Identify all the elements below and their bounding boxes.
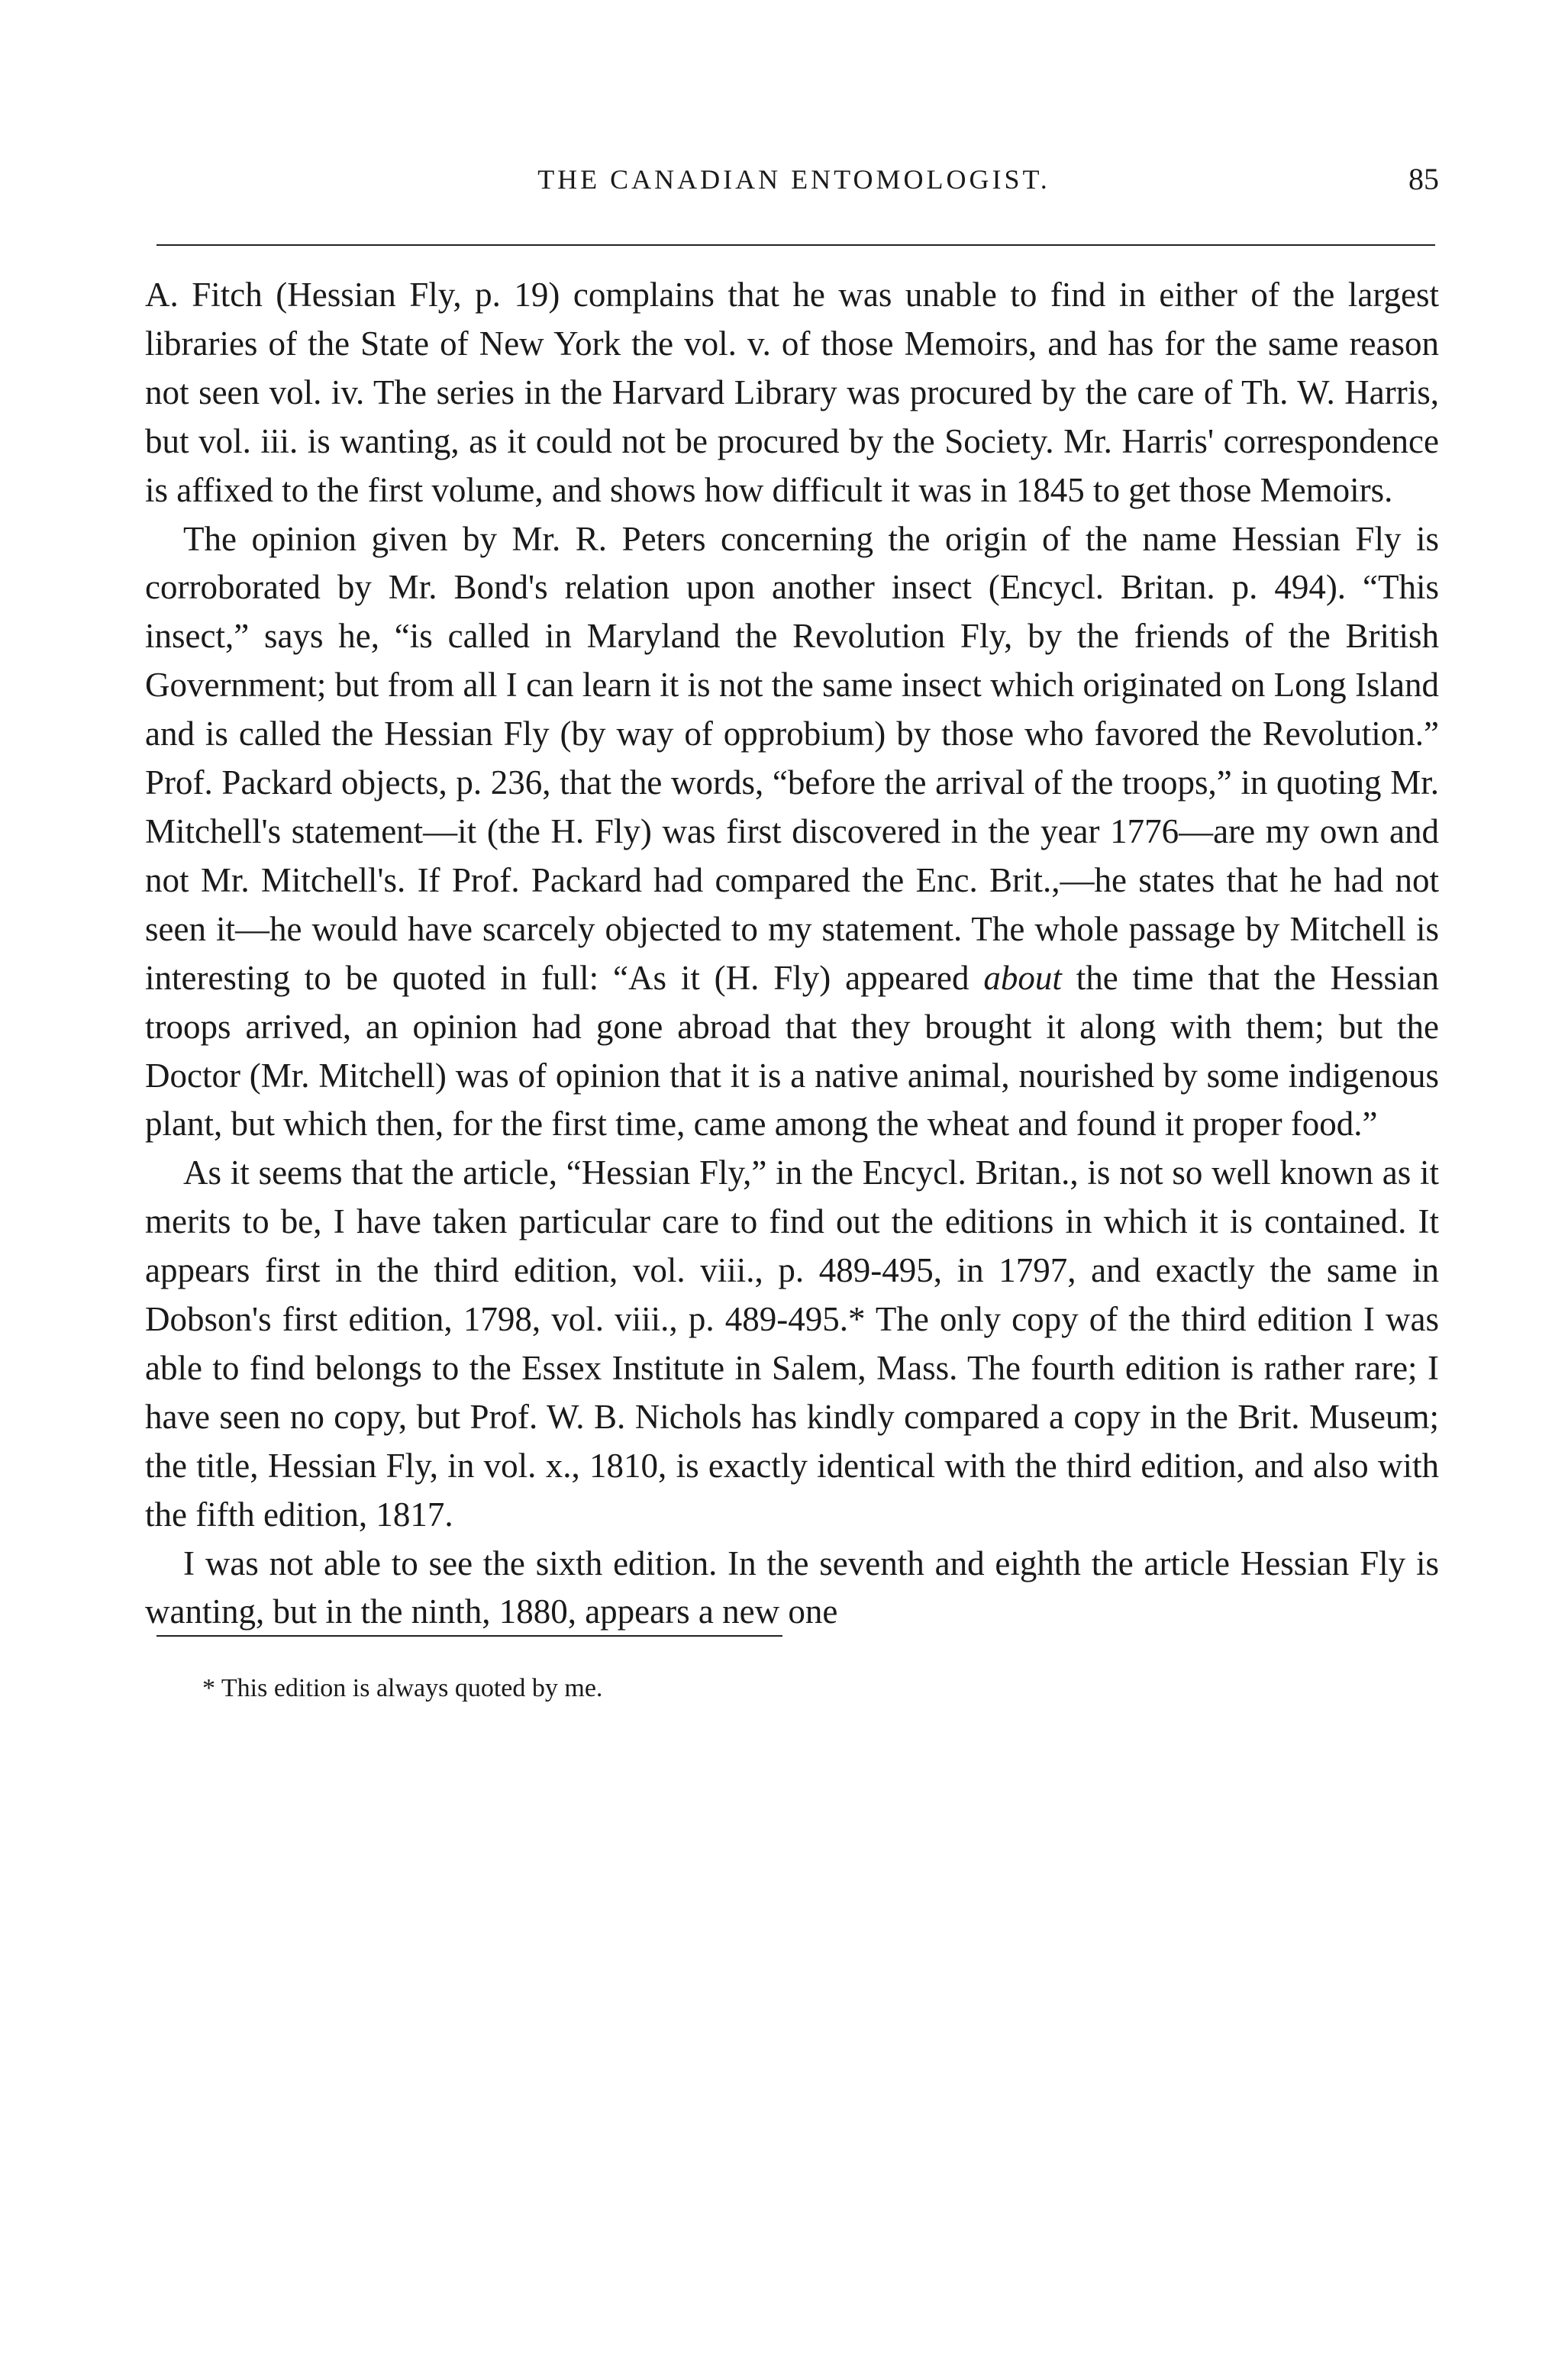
paragraph-3: As it seems that the article, “Hessian Fly,” in the Encycl. Britan., is not so well known as it merits to be, I have taken particular care to find out the editions in which it is contained. It appears first in the third edition, vol. viii., p. 489-495, in 1797, and exactly the same in Dobson's first edition, 1798, vol. viii., p. 489-495.* The only copy of the third edition I was able to find belongs to the Essex Institute in Salem, Mass. The fourth edition is rather rare; I have seen no copy, but Prof. W. B. Nichols has kindly compared a copy in the Brit. Museum; the title, Hessian Fly, in vol. x., 1810, is exactly identical with the third edition, and also with the fifth edition, 1817. [145,1153,1439,1534]
footnote: * This edition is always quoted by me. [202,1674,603,1702]
running-title: THE CANADIAN ENTOMOLOGIST. [537,164,1050,195]
page-number: 85 [1408,162,1439,196]
paragraph-1: A. Fitch (Hessian Fly, p. 19) complains that he was unable to find in either of the largest libraries of the State of New York the vol. v. of those Memoirs, and has for the same reason not seen vol. iv. The series in the Harvard Library was procured by the care of Th. W. Harris, but vol. iii. is wanting, as it could not be procured by the Society. Mr. Harris' correspondence is affixed to the first volume, and shows how difficult it was in 1845 to get those Memoirs. [145,276,1439,509]
header-rule [156,244,1435,246]
running-head [149,156,1439,202]
paragraph-4: I was not able to see the sixth edition. In the seventh and eighth the article Hessian Fly is wanting, but in the ninth, 1880, appears a new one [145,1544,1439,1631]
footnote-rule [156,1635,782,1637]
paragraph-2-text-b: the time that the Hessian troops arrived, an opinion had gone abroad that they brought it along with them; but the Doctor (Mr. Mitchell) was of opinion that it is a native animal, nourished by some indigenous plant, but which then, for the first time, came among the wheat and found it proper food.” [145,958,1440,1144]
body-text [145,271,1439,1637]
paragraph-2-text-a: The opinion given by Mr. R. Peters concerning the origin of the name Hessian Fly is corroborated by Mr. Bond's relation upon another insect (Encycl. Britan. p. 494). “This insect,” says he, “is called in Maryland the Revolution Fly, by the friends of the British Government; but from all I can learn it is not the same insect which originated on Long Island and is called the Hessian Fly (by way of opprobium) by those who favored the Revolution.” Prof. Packard objects, p. 236, that the words, “before the arrival of the troops,” in quoting Mr. Mitchell's statement—it (the H. Fly) was first discovered in the year 1776—are my own and not Mr. Mitchell's. If Prof. Packard had compared the Enc. Brit.,—he states that he had not seen it—he would have scarcely objected to my statement. The whole passage by Mitchell is interesting to be quoted in full: “As it (H. Fly) appeared [145,519,1439,997]
paragraph-2-emphasis: about [983,958,1062,997]
paragraph-2 [145,515,1439,1150]
